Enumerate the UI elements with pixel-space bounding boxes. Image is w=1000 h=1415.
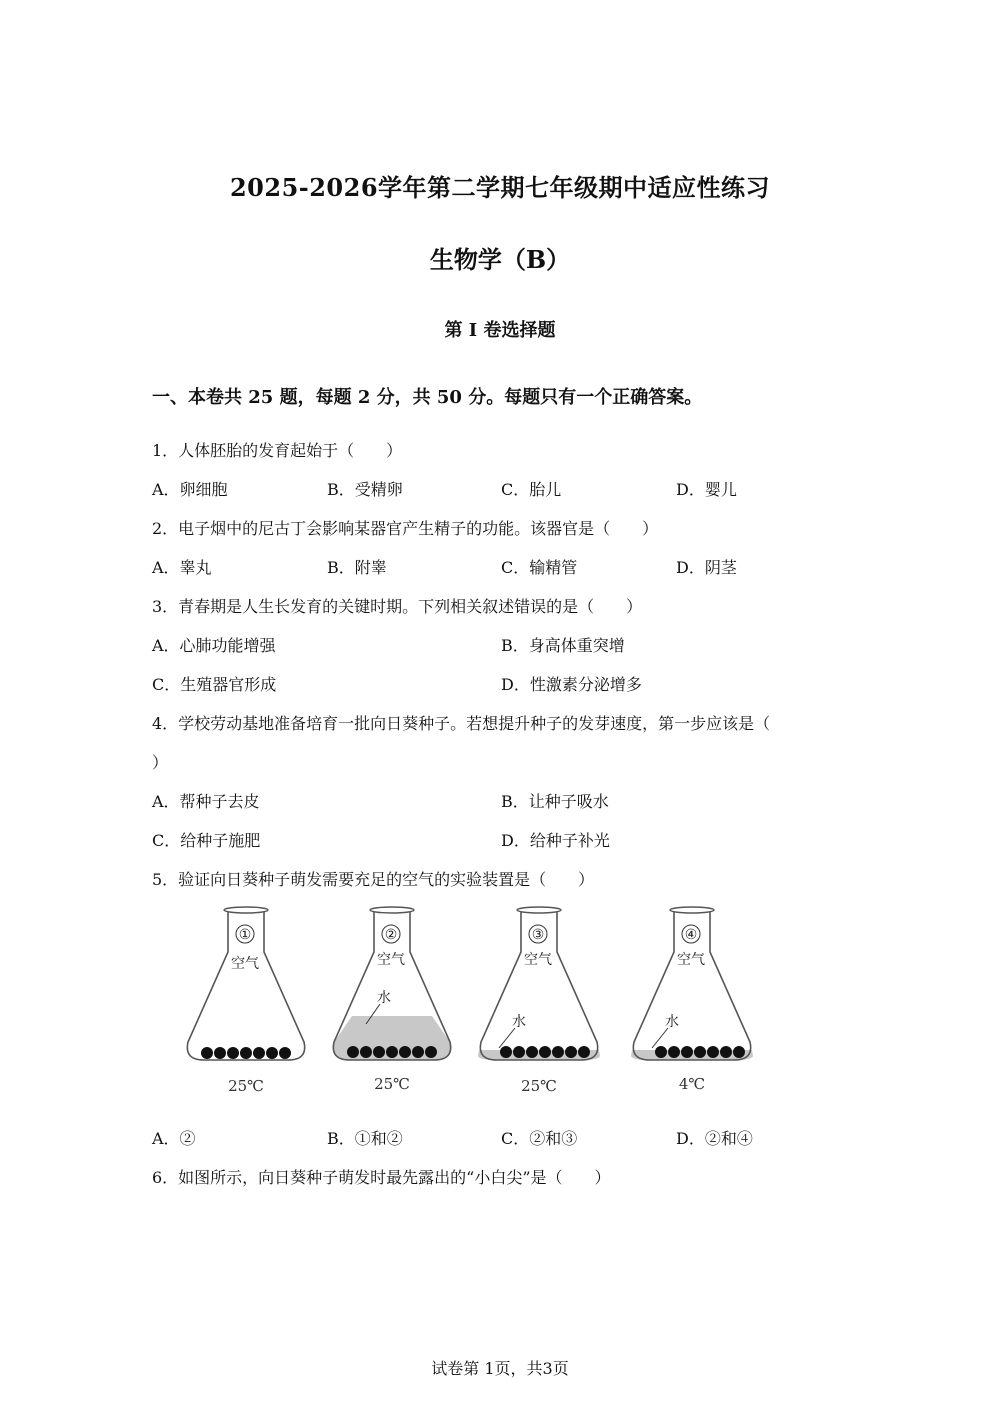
flask-1-temperature: 25℃ xyxy=(228,1077,264,1095)
question-2-option-d: D．阴茎 xyxy=(676,558,737,577)
flask-4-temperature: 4℃ xyxy=(678,1075,706,1093)
question-5-option-d: D．②和④ xyxy=(676,1129,753,1148)
question-5-stem: 5．验证向日葵种子萌发需要充足的空气的实验装置是（ ） xyxy=(152,870,595,889)
flask-4-air-label: 空气 xyxy=(677,952,705,968)
flask-3 xyxy=(478,907,600,1095)
flask-experiment-figure xyxy=(176,900,776,1100)
question-4-option-c: C．给种子施肥 xyxy=(152,831,261,850)
question-3-stem: 3．青春期是人生长发育的关键时期。下列相关叙述错误的是（ ） xyxy=(152,597,643,616)
page-subtitle: 生物学（B） xyxy=(429,245,571,274)
question-1-option-a: A．卵细胞 xyxy=(152,480,228,499)
part-heading: 第 I 卷选择题 xyxy=(444,320,556,341)
question-3-option-a: A．心肺功能增强 xyxy=(152,636,276,655)
flask-2-temperature: 25℃ xyxy=(374,1075,410,1093)
flask-3-temperature: 25℃ xyxy=(521,1077,557,1095)
flask-4-water-label: 水 xyxy=(665,1014,679,1030)
question-2-stem: 2．电子烟中的尼古丁会影响某器官产生精子的功能。该器官是（ ） xyxy=(152,519,659,538)
flask-3-water-label: 水 xyxy=(512,1014,526,1030)
question-6-stem: 6．如图所示，向日葵种子萌发时最先露出的“小白尖”是（ ） xyxy=(152,1168,611,1187)
flask-2 xyxy=(333,907,450,1093)
question-3-option-b: B．身高体重突增 xyxy=(501,636,625,655)
question-5-option-b: B．①和② xyxy=(327,1129,403,1148)
flask-4 xyxy=(631,907,753,1093)
flask-3-air-label: 空气 xyxy=(524,952,552,968)
flask-2-water-label: 水 xyxy=(377,990,391,1006)
section-heading: 一、本卷共 25 题，每题 2 分，共 50 分。每题只有一个正确答案。 xyxy=(152,387,703,408)
question-4-stem: 4．学校劳动基地准备培育一批向日葵种子。若想提升种子的发芽速度，第一步应该是（ xyxy=(152,714,771,733)
question-1-option-c: C．胎儿 xyxy=(501,480,562,499)
question-1-option-d: D．婴儿 xyxy=(676,480,737,499)
question-5-option-c: C．②和③ xyxy=(501,1129,578,1148)
question-3-option-c: C．生殖器官形成 xyxy=(152,675,277,694)
question-4-option-d: D．给种子补光 xyxy=(501,831,610,850)
page-footer: 试卷第 1页，共3页 xyxy=(431,1359,569,1378)
flask-2-number: ② xyxy=(384,927,398,943)
flask-2-air-label: 空气 xyxy=(377,952,405,968)
flask-1-air-label: 空气 xyxy=(231,956,259,972)
flask-4-number: ④ xyxy=(684,927,698,943)
question-3-option-d: D．性激素分泌增多 xyxy=(501,675,642,694)
question-4-stem-continued: ） xyxy=(152,753,169,772)
page-title: 2025-2026学年第二学期七年级期中适应性练习 xyxy=(229,173,771,202)
flask-1-number: ① xyxy=(238,927,252,943)
question-5-option-a: A．② xyxy=(152,1129,196,1148)
question-2-option-c: C．输精管 xyxy=(501,558,578,577)
question-2-option-b: B．附睾 xyxy=(327,558,387,577)
flask-3-number: ③ xyxy=(531,927,545,943)
question-2-option-a: A．睾丸 xyxy=(152,558,212,577)
question-1-stem: 1．人体胚胎的发育起始于（ ） xyxy=(152,441,403,460)
question-1-option-b: B．受精卵 xyxy=(327,480,403,499)
question-4-option-b: B．让种子吸水 xyxy=(501,792,609,811)
question-4-option-a: A．帮种子去皮 xyxy=(152,792,260,811)
flask-1 xyxy=(187,907,304,1095)
